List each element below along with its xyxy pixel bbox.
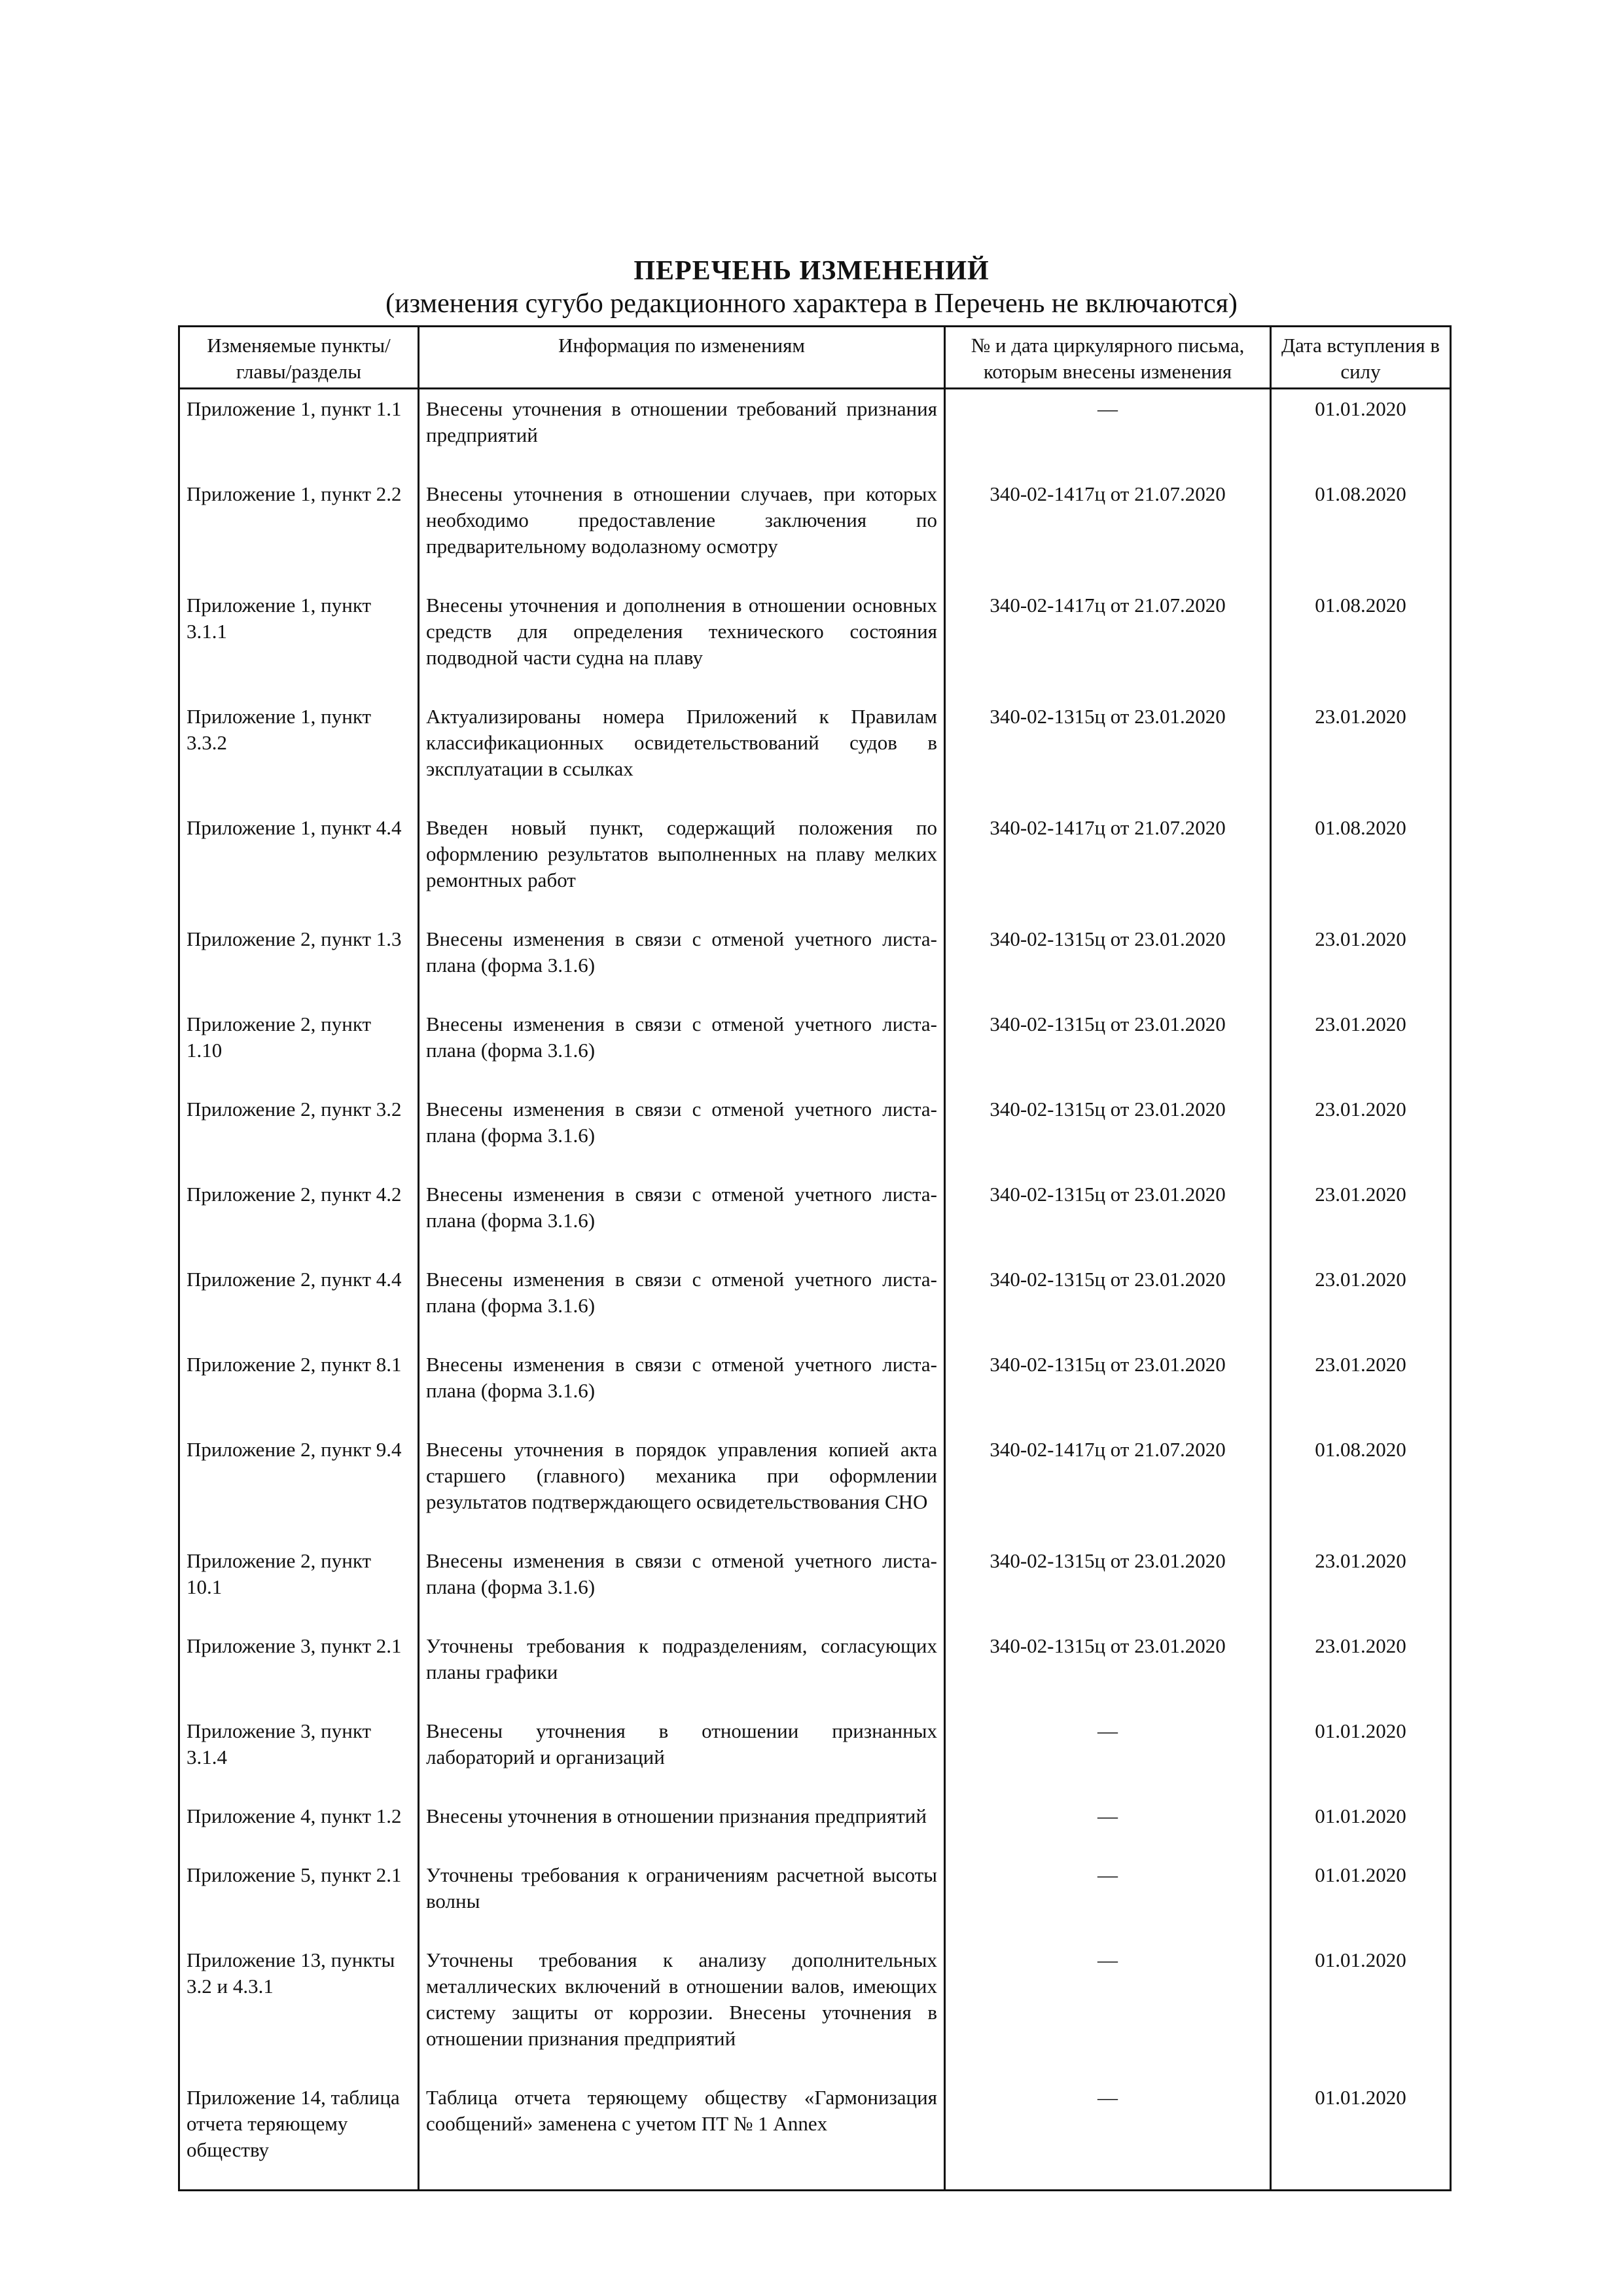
document-subtitle: (изменения сугубо редакционного характера в Перечень не включаются) [385,289,1238,319]
cell-item: Приложение 2, пункт 4.2 [179,1175,419,1260]
table-row [179,389,1451,475]
cell-item: Приложение 13, пункты 3.2 и 4.3.1 [179,1941,419,2078]
cell-item: Приложение 1, пункт 2.2 [179,475,419,586]
cell-letter: 340-02-1315ц от 23.01.2020 [945,1090,1271,1175]
cell-info: Таблица отчета теряющему обществу «Гармонизация сообщений» заменена с учетом ПТ № 1 Annex [419,2078,945,2191]
cell-item: Приложение 3, пункт 2.1 [179,1626,419,1712]
column-header-date: Дата вступления в силу [1271,327,1451,389]
table-header-row [179,327,1451,389]
cell-date: 23.01.2020 [1271,1626,1451,1712]
cell-letter: 340-02-1315ц от 23.01.2020 [945,1626,1271,1712]
cell-date: 23.01.2020 [1271,1260,1451,1345]
cell-item: Приложение 2, пункт 10.1 [179,1541,419,1626]
title-block [0,255,1623,319]
cell-letter: 340-02-1315ц от 23.01.2020 [945,1541,1271,1626]
cell-item: Приложение 1, пункт 4.4 [179,808,419,920]
cell-letter: 340-02-1315ц от 23.01.2020 [945,1260,1271,1345]
cell-info: Внесены уточнения в отношении признания предприятий [419,1797,945,1856]
cell-item: Приложение 2, пункт 3.2 [179,1090,419,1175]
cell-date: 01.08.2020 [1271,475,1451,586]
cell-info: Внесены изменения в связи с отменой учетного листа-плана (форма 3.1.6) [419,920,945,1005]
cell-item: Приложение 4, пункт 1.2 [179,1797,419,1856]
cell-info: Внесены изменения в связи с отменой учетного листа-плана (форма 3.1.6) [419,1175,945,1260]
cell-info: Актуализированы номера Приложений к Правилам классификационных освидетельствований судов в эксплуатации в ссылках [419,697,945,808]
cell-letter: 340-02-1315ц от 23.01.2020 [945,697,1271,808]
cell-date: 01.01.2020 [1271,1941,1451,2078]
cell-letter: 340-02-1417ц от 21.07.2020 [945,808,1271,920]
column-header-letter: № и дата циркулярного письма, которым внесены изменения [945,327,1271,389]
cell-letter: 340-02-1315ц от 23.01.2020 [945,920,1271,1005]
cell-date: 23.01.2020 [1271,1175,1451,1260]
table-row [179,1941,1451,2078]
cell-item: Приложение 1, пункт 3.3.2 [179,697,419,808]
cell-info: Уточнены требования к анализу дополнительных металлических включений в отношении валов, имеющих систему защиты от коррозии. Внесены уточнения в отношении признания предприятий [419,1941,945,2078]
cell-info: Внесены уточнения и дополнения в отношении основных средств для определения технического состояния подводной части судна на плаву [419,586,945,697]
cell-info: Внесены уточнения в отношении признанных лабораторий и организаций [419,1712,945,1797]
table-row [179,1797,1451,1856]
cell-item: Приложение 3, пункт 3.1.4 [179,1712,419,1797]
cell-item: Приложение 14, таблица отчета теряющему обществу [179,2078,419,2191]
cell-letter: 340-02-1315ц от 23.01.2020 [945,1175,1271,1260]
cell-letter: — [945,2078,1271,2191]
cell-letter: — [945,1941,1271,2078]
cell-date: 01.08.2020 [1271,808,1451,920]
cell-date: 23.01.2020 [1271,697,1451,808]
cell-date: 23.01.2020 [1271,1345,1451,1430]
table-row [179,1005,1451,1090]
cell-date: 01.01.2020 [1271,1712,1451,1797]
cell-date: 23.01.2020 [1271,1090,1451,1175]
cell-date: 23.01.2020 [1271,920,1451,1005]
table-row [179,1712,1451,1797]
cell-letter: 340-02-1315ц от 23.01.2020 [945,1005,1271,1090]
cell-item: Приложение 2, пункт 4.4 [179,1260,419,1345]
table-row [179,1626,1451,1712]
cell-item: Приложение 2, пункт 9.4 [179,1430,419,1541]
cell-item: Приложение 2, пункт 1.10 [179,1005,419,1090]
cell-date: 01.08.2020 [1271,1430,1451,1541]
table-row [179,1856,1451,1941]
cell-letter: 340-02-1315ц от 23.01.2020 [945,1345,1271,1430]
table-row [179,475,1451,586]
cell-info: Внесены изменения в связи с отменой учетного листа-плана (форма 3.1.6) [419,1541,945,1626]
cell-letter: — [945,1712,1271,1797]
table-row [179,2078,1451,2191]
cell-date: 01.01.2020 [1271,2078,1451,2191]
cell-letter: 340-02-1417ц от 21.07.2020 [945,1430,1271,1541]
cell-date: 01.01.2020 [1271,1856,1451,1941]
table-row [179,1090,1451,1175]
table-row [179,1175,1451,1260]
table-row [179,586,1451,697]
cell-item: Приложение 1, пункт 3.1.1 [179,586,419,697]
cell-info: Внесены изменения в связи с отменой учетного листа-плана (форма 3.1.6) [419,1090,945,1175]
cell-letter: — [945,1797,1271,1856]
document-title: ПЕРЕЧЕНЬ ИЗМЕНЕНИЙ [633,256,990,286]
table-row [179,1260,1451,1345]
cell-info: Уточнены требования к подразделениям, согласующих планы графики [419,1626,945,1712]
cell-letter: — [945,389,1271,475]
cell-info: Внесены уточнения в порядок управления копией акта старшего (главного) механика при оформлении результатов подтверждающего освидетельствования СНО [419,1430,945,1541]
cell-letter: 340-02-1417ц от 21.07.2020 [945,475,1271,586]
cell-letter: 340-02-1417ц от 21.07.2020 [945,586,1271,697]
cell-item: Приложение 2, пункт 8.1 [179,1345,419,1430]
cell-date: 23.01.2020 [1271,1541,1451,1626]
cell-info: Уточнены требования к ограничениям расчетной высоты волны [419,1856,945,1941]
cell-item: Приложение 5, пункт 2.1 [179,1856,419,1941]
cell-info: Внесены уточнения в отношении случаев, при которых необходимо предоставление заключения по предварительному водолазному осмотру [419,475,945,586]
table-row [179,697,1451,808]
cell-info: Введен новый пункт, содержащий положения по оформлению результатов выполненных на плаву мелких ремонтных работ [419,808,945,920]
cell-date: 23.01.2020 [1271,1005,1451,1090]
cell-info: Внесены изменения в связи с отменой учетного листа-плана (форма 3.1.6) [419,1260,945,1345]
cell-info: Внесены уточнения в отношении требований признания предприятий [419,389,945,475]
column-header-items: Изменяемые пункты/главы/разделы [179,327,419,389]
changes-table [178,325,1452,2191]
cell-date: 01.01.2020 [1271,389,1451,475]
cell-date: 01.08.2020 [1271,586,1451,697]
cell-info: Внесены изменения в связи с отменой учетного листа-плана (форма 3.1.6) [419,1005,945,1090]
cell-item: Приложение 1, пункт 1.1 [179,389,419,475]
table-row [179,1541,1451,1626]
table-row [179,1430,1451,1541]
cell-info: Внесены изменения в связи с отменой учетного листа-плана (форма 3.1.6) [419,1345,945,1430]
table-row [179,920,1451,1005]
cell-date: 01.01.2020 [1271,1797,1451,1856]
table-row [179,1345,1451,1430]
column-header-info: Информация по изменениям [419,327,945,389]
cell-letter: — [945,1856,1271,1941]
cell-item: Приложение 2, пункт 1.3 [179,920,419,1005]
table-row [179,808,1451,920]
